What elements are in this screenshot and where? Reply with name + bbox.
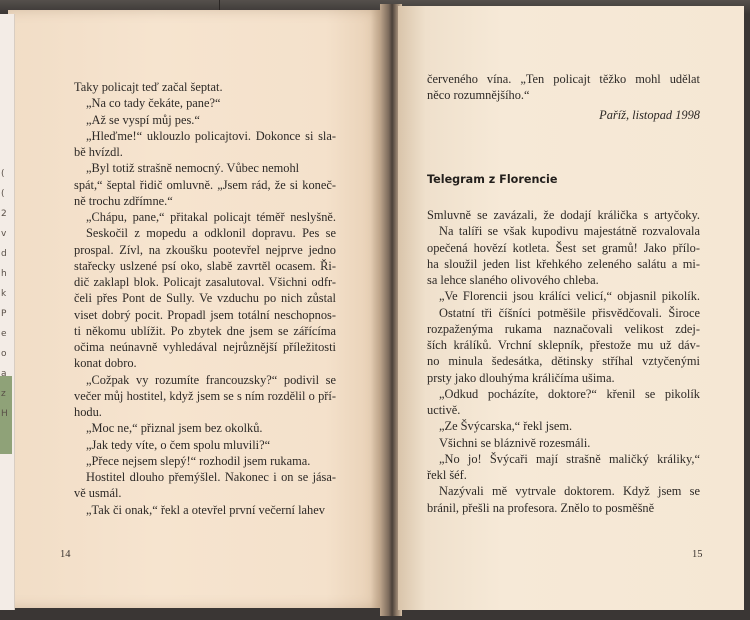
text-line: ti někomu ublížit. Po zbytek dne jsem se zářícíma: [74, 323, 336, 338]
edge-glyph: h: [1, 269, 7, 279]
edge-glyph: d: [1, 249, 7, 259]
text-line: no minula šedesátka, dětinsky stříhal vztyčenými: [427, 354, 700, 369]
edge-glyph: v: [1, 229, 7, 239]
edge-glyph: o: [1, 349, 7, 359]
right-page-continuation-text: [427, 71, 700, 104]
page-number-right: 15: [692, 549, 703, 560]
text-line: Smluvně se zavázali, že dodají králička s artyčoky.: [427, 208, 700, 222]
chapter-signature: Paříž, listopad 1998: [599, 108, 700, 122]
text-line: uctivě.: [427, 403, 461, 417]
text-line: ně trochu zdřímne.“: [74, 193, 173, 208]
text-line: Nazývali mě vytrvale doktorem. Když jsem se: [439, 484, 700, 499]
text-line: „Moc ne,“ přiznal jsem bez okolků.: [86, 421, 263, 436]
text-line: „Odkud pocházíte, doktore?“ křenil se pikolík: [439, 386, 700, 401]
text-line: Hostitel dlouho přemýšlel. Nakonec i on se jása-: [86, 470, 336, 484]
text-line: Taky policajt teď začal šeptat.: [74, 80, 223, 94]
text-line: vě usmál.: [74, 486, 122, 501]
text-line: očima neúnavně vyhledával nejrůznější příležitosti: [74, 340, 336, 354]
edge-glyph: H: [1, 409, 8, 419]
text-line: „Jak tedy víte, o čem spolu mluvili?“: [86, 437, 271, 452]
text-line: spát,“ šeptal řidič omluvně. „Jsem rád, že si koneč-: [74, 177, 336, 192]
text-line: hodu.: [74, 405, 102, 419]
text-line: Všichni se bláznivě rozesmáli.: [439, 435, 591, 450]
text-line: Na talíři se však kupodivu majestátně rozvalovala: [439, 224, 700, 239]
text-line: něco rozumnějšího.“: [427, 88, 530, 103]
text-line: viset dobrý pocit. Propadl jsem totální neschopnos-: [74, 307, 336, 322]
adjacent-book-text-fragment: [1, 164, 11, 424]
text-line: „No jo! Švýcaři mají strašně maličký králiky,“: [439, 451, 700, 466]
edge-glyph: z: [1, 389, 6, 399]
text-line: Ostatní tři číšníci potměšile přisvědčovali. Široce: [439, 305, 700, 320]
text-line: řekl šéf.: [427, 468, 467, 482]
edge-glyph: (: [1, 169, 5, 179]
text-line: ha sloužil jeden list křehkého zeleného salátu a mi-: [427, 256, 700, 271]
text-line: bránil, přešli na profesora. Znělo to posměšně: [427, 500, 655, 515]
text-line: čeli přes Pont de Sully. Ve vzduchu po nich zůstal: [74, 291, 336, 306]
text-line: prsty jako dlouhýma králičíma ušima.: [427, 370, 615, 385]
edge-glyph: k: [1, 289, 7, 299]
text-line: „Ze Švýcarska,“ řekl jsem.: [439, 419, 573, 434]
text-line: opečená hovězí kotleta. Šest set gramů! Jako přílo-: [427, 240, 700, 255]
text-line: „Cožpak vy rozumíte francouzsky?“ podivil se: [86, 372, 336, 387]
text-line: „Na co tady čekáte, pane?“: [86, 96, 221, 111]
text-line: večer můj hostitel, když jsem se s ním rozdělil o pří-: [74, 388, 336, 403]
page-number-left: 14: [60, 549, 71, 560]
text-line: Seskočil z mopedu a odklonil dopravu. Pes se: [86, 226, 336, 241]
text-line: „Chápu, pane,“ přitakal policajt téměř neslyšně.: [86, 210, 336, 224]
text-line: červeného vína. „Ten policajt těžko mohl udělat: [427, 72, 700, 86]
text-line: stařecky uslzené psí oko, slabě zavrtěl ocasem. Ři-: [74, 258, 336, 273]
text-line: „Tak či onak,“ řekl a otevřel první večerní lahev: [86, 502, 325, 517]
text-line: „Až se vyspí můj pes.“: [86, 112, 200, 127]
text-line: rozpaženýma rukama naznačovali velikost zdej-: [427, 321, 700, 336]
text-line: prospal. Zívl, na zkoušku pootevřel nejprve jedno: [74, 242, 336, 257]
text-line: „Byl totiž strašně nemocný. Vůbec nemohl: [86, 161, 300, 176]
text-line: „Hleďme!“ uklouzlo policajtovi. Dokonce si sla-: [86, 128, 336, 143]
text-line: konat dobro.: [74, 356, 137, 371]
text-line: ších králíků. Vrchní sklepník, přestože mu už dáv-: [427, 338, 700, 352]
text-line: bě hvízdl.: [74, 145, 123, 159]
left-page-text: [74, 79, 336, 518]
chapter-heading: Telegram z Florencie: [427, 173, 558, 186]
edge-glyph: 2: [1, 209, 7, 219]
edge-glyph: e: [1, 329, 7, 339]
text-line: „Ve Florencii jsou králíci velicí,“ objasnil pikolík.: [439, 289, 700, 304]
edge-glyph: P: [1, 309, 7, 319]
text-line: „Přece nejsem slepý!“ rozhodil jsem rukama.: [86, 453, 311, 468]
edge-glyph: a: [1, 369, 7, 379]
adjacent-book-edge: [0, 14, 15, 610]
right-page-body-text: [427, 207, 700, 516]
text-line: sa lehce slaného olivového chleba.: [427, 273, 599, 287]
edge-glyph: (: [1, 189, 5, 199]
text-line: dič zaklapl blok. Policajt zasalutoval. Všichni odfr-: [74, 275, 336, 289]
